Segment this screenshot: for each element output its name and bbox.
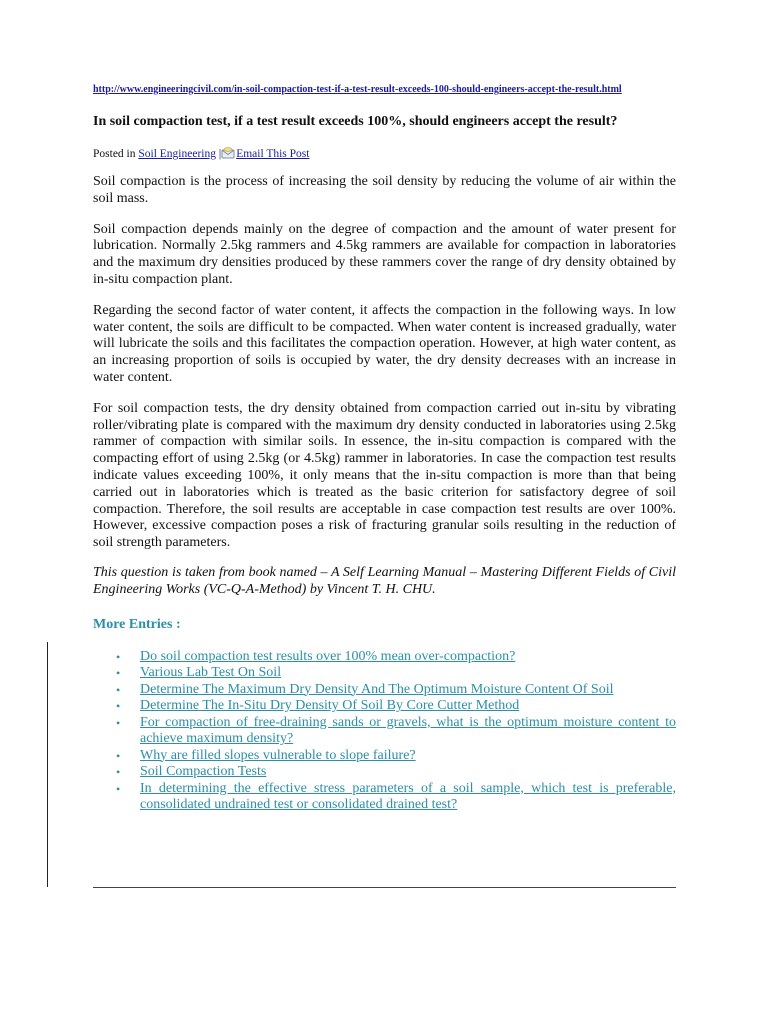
entry-link[interactable]: Determine The Maximum Dry Density And The Optimum Moisture Content Of Soil — [140, 681, 614, 697]
bottom-divider — [93, 887, 676, 888]
list-item — [93, 649, 676, 666]
paragraph-4: For soil compaction tests, the dry density obtained from compaction carried out in-situ by vibrating roller/vibrating plate is compared with the maximum dry density conducted in laboratories using 2.5kg rammer of compaction with similar soils. In essence, the in-situ compaction is compared with the compacting effort of using 2.5kg (or 4.5kg) rammer in laboratories. In case the compaction test results indicate values exceeding 100%, it only means that the in-situ compaction is more than that being carried out in laboratories which is treated as the basic criterion for satisfactory degree of soil compaction. Therefore, the soil results are acceptable in case compaction test results are over 100%. However, excessive compaction poses a risk of fracturing granular soils resulting in the reduction of soil strength parameters. — [93, 400, 676, 551]
email-post-link[interactable]: Email This Post — [236, 148, 310, 160]
list-item — [93, 764, 676, 781]
bullet-icon: • — [116, 781, 121, 796]
entry-link[interactable]: For compaction of free-draining sands or gravels, what is the optimum moisture content to achieve maximum density? — [140, 714, 676, 747]
paragraph-3: Regarding the second factor of water content, it affects the compaction in the following ways. In low water content, the soils are difficult to be compacted. When water content is increased gradually, water will lubricate the soils and this facilitates the compaction operation. However, at high water content, as an increasing proportion of soils is occupied by water, the dry density decreases with an increase in water content. — [93, 302, 676, 385]
entry-link[interactable]: Soil Compaction Tests — [140, 764, 267, 780]
article-title: In soil compaction test, if a test result exceeds 100%, should engineers accept the result? — [93, 114, 618, 129]
left-margin-rule — [47, 642, 48, 887]
entry-link[interactable]: Why are filled slopes vulnerable to slope failure? — [140, 747, 416, 763]
list-item — [93, 715, 676, 748]
bullet-icon: • — [116, 715, 121, 730]
entry-link[interactable]: In determining the effective stress parameters of a soil sample, which test is preferable, consolidated undrained test or consolidated drained test? — [140, 780, 676, 813]
entry-link[interactable]: Various Lab Test On Soil — [140, 665, 282, 681]
list-item — [93, 781, 676, 814]
source-url-link[interactable]: http://www.engineeringcivil.com/in-soil-compaction-test-if-a-test-result-exceeds-100-should-engineers-accept-the-result.html — [93, 84, 622, 95]
email-icon[interactable] — [218, 147, 235, 160]
bullet-icon: • — [116, 748, 121, 763]
paragraph-2: Soil compaction depends mainly on the degree of compaction and the amount of water present for lubrication. Normally 2.5kg rammers and 4.5kg rammers are available for compaction in laboratories and the maximum dry densities produced by these rammers cover the range of dry density obtained by in-situ compaction plant. — [93, 221, 676, 287]
list-item — [93, 748, 676, 765]
more-entries-heading: More Entries : — [93, 616, 181, 632]
list-item — [93, 698, 676, 715]
posted-line — [93, 146, 676, 162]
bullet-icon: • — [116, 682, 121, 697]
list-item — [93, 665, 676, 682]
list-item — [93, 682, 676, 699]
posted-separator: | — [218, 148, 222, 160]
category-link[interactable]: Soil Engineering — [138, 148, 216, 160]
bullet-icon: • — [116, 649, 121, 664]
more-entries-list — [93, 649, 676, 814]
source-note: This question is taken from book named – A Self Learning Manual – Mastering Different Fields of Civil Engineering Works (VC-Q-A-Method) by Vincent T. H. CHU. — [93, 564, 676, 597]
bullet-icon: • — [116, 699, 121, 714]
bullet-icon: • — [116, 765, 121, 780]
bullet-icon: • — [116, 666, 121, 681]
document-page — [93, 84, 676, 814]
entry-link[interactable]: Do soil compaction test results over 100% mean over-compaction? — [140, 648, 516, 664]
posted-prefix: Posted in — [93, 148, 136, 160]
paragraph-1: Soil compaction is the process of increasing the soil density by reducing the volume of air within the soil mass. — [93, 174, 676, 206]
entry-link[interactable]: Determine The In-Situ Dry Density Of Soil By Core Cutter Method — [140, 698, 520, 714]
